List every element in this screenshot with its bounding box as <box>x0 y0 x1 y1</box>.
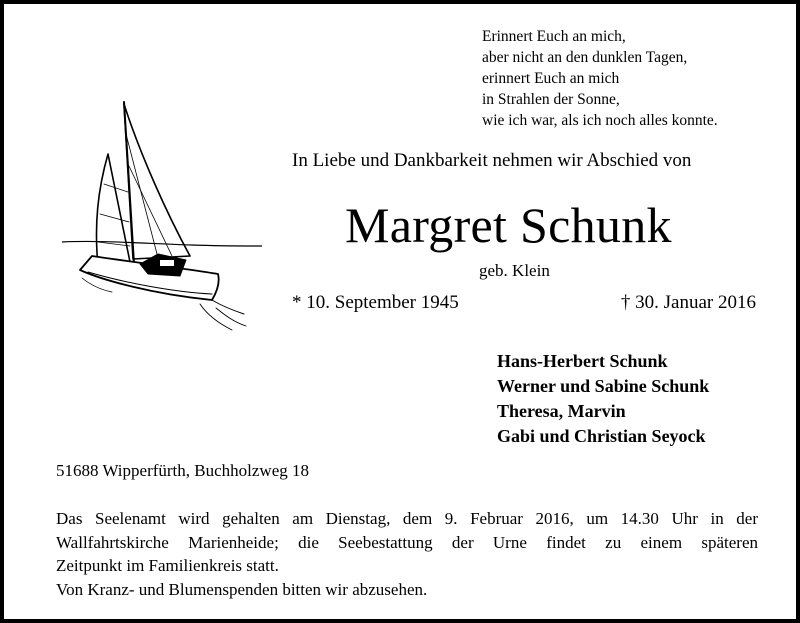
birth-name: geb. Klein <box>479 261 550 280</box>
birth-date: * 10. September 1945 <box>292 292 459 313</box>
family-list <box>497 349 709 449</box>
farewell-intro: In Liebe und Dankbarkeit nehmen wir Abschied von <box>292 150 692 171</box>
poem-line: Erinnert Euch an mich, <box>482 28 626 45</box>
notice-line: Wallfahrtskirche Marienheide; die Seebestattung der Urne findet zu einem späteren <box>56 532 758 552</box>
death-date: † 30. Januar 2016 <box>620 292 756 313</box>
family-member: Theresa, Marvin <box>497 401 626 421</box>
life-dates <box>292 292 756 314</box>
notice-line: Zeitpunkt im Familienkreis statt. <box>56 556 279 575</box>
family-member: Hans-Herbert Schunk <box>497 351 668 371</box>
poem-line: aber nicht an den dunklen Tagen, <box>482 49 688 66</box>
address: 51688 Wipperfürth, Buchholzweg 18 <box>56 461 310 480</box>
poem <box>482 26 782 131</box>
deceased-name: Margret Schunk <box>345 197 672 253</box>
poem-line: wie ich war, als ich noch alles konnte. <box>482 112 718 129</box>
service-notice <box>56 507 758 601</box>
notice-line: Von Kranz- und Blumenspenden bitten wir abzusehen. <box>56 579 428 599</box>
sailboat-icon <box>62 94 262 334</box>
family-member: Gabi und Christian Seyock <box>497 426 706 446</box>
poem-line: in Strahlen der Sonne, <box>482 91 620 108</box>
poem-line: erinnert Euch an mich <box>482 70 620 87</box>
family-member: Werner und Sabine Schunk <box>497 376 710 396</box>
notice-line: Das Seelenamt wird gehalten am Dienstag, dem 9. Februar 2016, um 14.30 Uhr in der <box>56 509 758 528</box>
